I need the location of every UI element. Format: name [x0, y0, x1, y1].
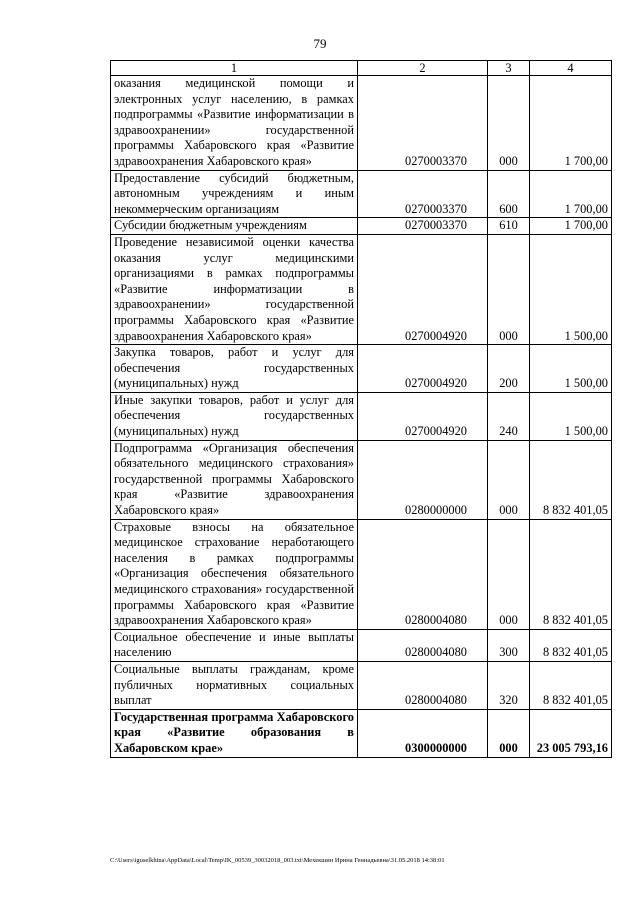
row-vr-cell: 000	[488, 234, 530, 344]
row-vr-cell: 610	[488, 218, 530, 235]
table-row	[111, 234, 612, 344]
row-sum-cell: 1 700,00	[530, 76, 612, 171]
table-row	[111, 218, 612, 235]
row-vr-cell: 320	[488, 661, 530, 709]
table-row	[111, 661, 612, 709]
row-sum-cell: 8 832 401,05	[530, 661, 612, 709]
table-row	[111, 519, 612, 629]
row-vr-cell: 000	[488, 76, 530, 171]
row-vr-cell: 300	[488, 629, 530, 661]
row-csr-cell: 0270004920	[358, 345, 488, 393]
row-vr-cell: 600	[488, 170, 530, 218]
row-name-cell: Проведение независимой оценки качества оказания услуг медицинскими организациями в рамках подпрограммы «Развитие информатизации в здравоохранении» государственной программы Хабаровского края «Развитие здравоохранения Хабаровского края»	[111, 234, 358, 344]
row-sum-cell: 1 500,00	[530, 345, 612, 393]
row-sum-cell: 23 005 793,16	[530, 709, 612, 757]
header-col-3: 3	[488, 61, 530, 76]
row-name-cell: Закупка товаров, работ и услуг для обеспечения государственных (муниципальных) нужд	[111, 345, 358, 393]
row-vr-cell: 240	[488, 392, 530, 440]
table-row	[111, 345, 612, 393]
table-row	[111, 392, 612, 440]
row-csr-cell: 0270003370	[358, 170, 488, 218]
row-name-cell: Социальное обеспечение и иные выплаты населению	[111, 629, 358, 661]
table-row	[111, 629, 612, 661]
row-name-cell: Субсидии бюджетным учреждениям	[111, 218, 358, 235]
row-name-cell: Социальные выплаты гражданам, кроме публичных нормативных социальных выплат	[111, 661, 358, 709]
row-name-cell: Подпрограмма «Организация обеспечения обязательного медицинского страхования» государственной программы Хабаровского края «Развитие здравоохранения Хабаровского края»	[111, 440, 358, 519]
row-sum-cell: 1 500,00	[530, 392, 612, 440]
row-name-cell: Предоставление субсидий бюджетным, автономным учреждениям и иным некоммерческим организациям	[111, 170, 358, 218]
table-row	[111, 440, 612, 519]
row-vr-cell: 200	[488, 345, 530, 393]
row-sum-cell: 1 700,00	[530, 218, 612, 235]
header-col-1: 1	[111, 61, 358, 76]
row-vr-cell: 000	[488, 440, 530, 519]
row-csr-cell: 0300000000	[358, 709, 488, 757]
page-number: 79	[313, 36, 327, 51]
row-csr-cell: 0280004080	[358, 661, 488, 709]
row-sum-cell: 8 832 401,05	[530, 519, 612, 629]
table-row	[111, 76, 612, 171]
row-name-cell: оказания медицинской помощи и электронных услуг населению, в рамках подпрограммы «Развитие информатизации в здравоохранении» государственной программы Хабаровского края «Развитие здравоохранения Хабаровского края»	[111, 76, 358, 171]
budget-table	[110, 60, 612, 758]
row-csr-cell: 0280000000	[358, 440, 488, 519]
header-col-4: 4	[530, 61, 612, 76]
row-name-cell: Страховые взносы на обязательное медицинское страхование неработающего населения в рамках подпрограммы «Организация обеспечения обязательного медицинского страхования» государственной программы Хабаровского края «Развитие здравоохранения Хабаровского края»	[111, 519, 358, 629]
row-csr-cell: 0270003370	[358, 76, 488, 171]
row-name-cell: Государственная программа Хабаровского края «Развитие образования в Хабаровском крае»	[111, 709, 358, 757]
row-sum-cell: 8 832 401,05	[530, 629, 612, 661]
row-csr-cell: 0270004920	[358, 392, 488, 440]
row-csr-cell: 0280004080	[358, 629, 488, 661]
row-csr-cell: 0270003370	[358, 218, 488, 235]
row-sum-cell: 8 832 401,05	[530, 440, 612, 519]
file-path-footer: C:\Users\iguselkhina\AppData\Local\Temp\IK_00539_30032018_003.txt\Мехекшин Ирина Геннадьевна\31.05.2018 14:38:01	[110, 857, 445, 864]
row-csr-cell: 0270004920	[358, 234, 488, 344]
row-sum-cell: 1 700,00	[530, 170, 612, 218]
table-row	[111, 709, 612, 757]
row-vr-cell: 000	[488, 709, 530, 757]
row-sum-cell: 1 500,00	[530, 234, 612, 344]
row-name-cell: Иные закупки товаров, работ и услуг для обеспечения государственных (муниципальных) нужд	[111, 392, 358, 440]
row-vr-cell: 000	[488, 519, 530, 629]
table-header-row	[111, 61, 612, 76]
row-csr-cell: 0280004080	[358, 519, 488, 629]
table-row	[111, 170, 612, 218]
header-col-2: 2	[358, 61, 488, 76]
